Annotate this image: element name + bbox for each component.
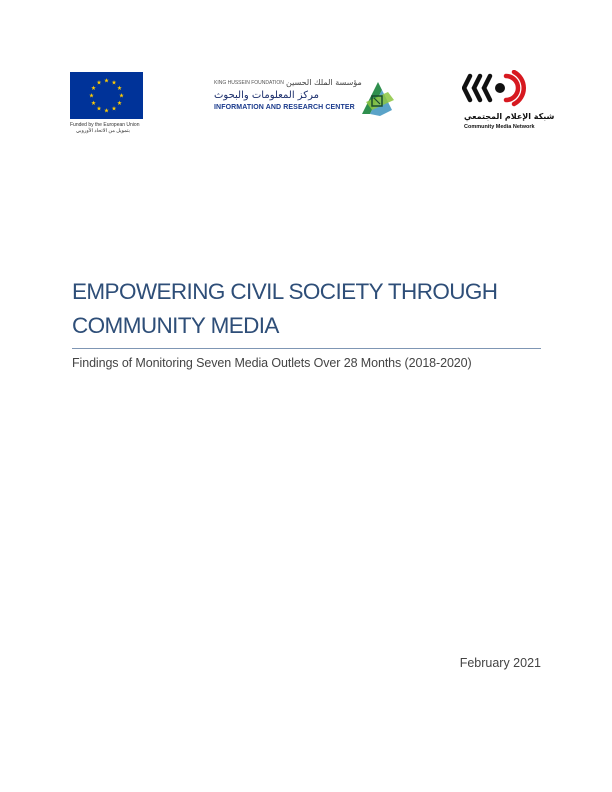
irc-foundation-label: KING HUSSEIN FOUNDATION xyxy=(214,80,284,86)
document-title xyxy=(72,275,542,343)
irc-foundation-arabic: مؤسسة الملك الحسين xyxy=(286,78,362,87)
document-subtitle: Findings of Monitoring Seven Media Outlets Over 28 Months (2018-2020) xyxy=(72,356,472,370)
irc-name-arabic: مركز المعلومات والبحوث xyxy=(214,90,319,101)
eu-logo xyxy=(70,72,146,134)
irc-emblem-icon xyxy=(358,80,396,118)
document-title-line-1: EMPOWERING CIVIL SOCIETY THROUGH xyxy=(72,279,498,304)
cmn-name-english: Community Media Network xyxy=(464,124,535,130)
document-title-line-2: COMMUNITY MEDIA xyxy=(72,313,279,338)
irc-name-english: INFORMATION AND RESEARCH CENTER xyxy=(214,104,355,111)
eu-caption: Funded by the European Union xyxy=(70,122,140,128)
cmn-logo xyxy=(462,70,555,136)
document-date: February 2021 xyxy=(459,656,541,670)
eu-flag-icon xyxy=(70,72,143,119)
eu-caption-arabic: بتمويل من الاتحاد الأوروبي xyxy=(76,128,130,134)
title-divider xyxy=(72,348,541,349)
cmn-broadcast-icon xyxy=(462,70,534,108)
cmn-name-arabic: شبكة الإعلام المجتمعي xyxy=(464,112,555,121)
irc-logo xyxy=(210,80,400,120)
